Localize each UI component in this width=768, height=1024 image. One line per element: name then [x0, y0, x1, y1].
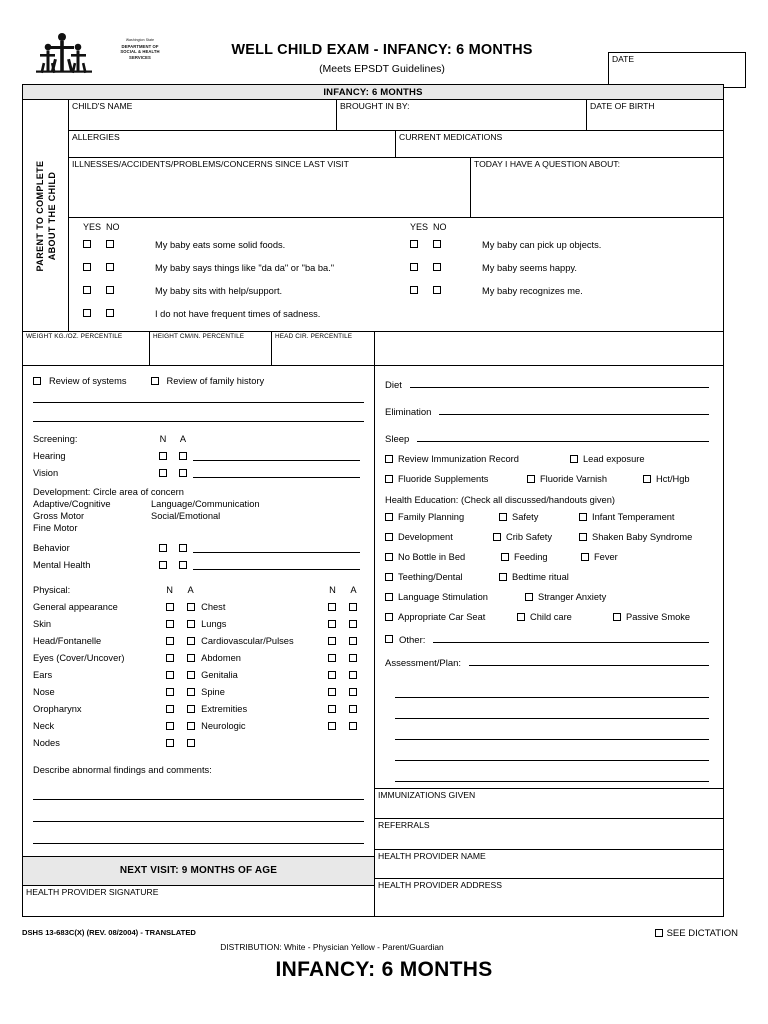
date-of-birth-field[interactable]	[587, 100, 723, 130]
health-provider-signature-field[interactable]	[23, 885, 374, 916]
other-checkbox[interactable]	[385, 635, 393, 643]
question-text: My baby sits with help/support.	[155, 285, 283, 296]
physical-a-header-right: A	[350, 584, 357, 595]
physical-a-checkbox[interactable]	[187, 722, 195, 730]
illnesses-label: ILLNESSES/ACCIDENTS/PROBLEMS/CONCERNS SINCE LAST VISIT	[72, 159, 349, 169]
other-label: Other:	[399, 635, 426, 646]
form-body	[22, 84, 724, 917]
physical-a-checkbox[interactable]	[349, 654, 357, 662]
see-dictation-option[interactable]	[655, 928, 738, 939]
physical-a-checkbox[interactable]	[187, 688, 195, 696]
question-text: My baby recognizes me.	[482, 285, 583, 296]
health-provider-name-field[interactable]	[375, 849, 723, 878]
behavior-table	[33, 539, 364, 573]
screening-a-header: A	[179, 433, 187, 444]
physical-a-checkbox[interactable]	[187, 637, 195, 645]
fluoride-varnish-checkbox[interactable]	[527, 475, 535, 483]
health-education-label: Language Stimulation	[398, 592, 488, 602]
fluoride-supplements-checkbox[interactable]	[385, 475, 393, 483]
brought-in-by-field[interactable]	[337, 100, 587, 130]
health-provider-signature-label: HEALTH PROVIDER SIGNATURE	[26, 887, 159, 897]
physical-n-checkbox[interactable]	[166, 722, 174, 730]
question-about-label: TODAY I HAVE A QUESTION ABOUT:	[474, 159, 620, 169]
behavior-a-checkbox[interactable]	[179, 544, 187, 552]
development-title: Development: Circle area of concern	[33, 487, 184, 497]
physical-a-checkbox[interactable]	[187, 620, 195, 628]
physical-n-checkbox[interactable]	[328, 603, 336, 611]
question-yes-checkbox[interactable]	[83, 286, 91, 294]
question-row	[69, 233, 396, 256]
lead-exposure-label: Lead exposure	[583, 454, 645, 464]
health-education-label: Shaken Baby Syndrome	[592, 532, 693, 542]
date-field[interactable]	[608, 52, 746, 88]
physical-item-label: Nose	[33, 686, 55, 697]
physical-item-label: Skin	[33, 618, 52, 629]
crib-safety-checkbox[interactable]	[493, 533, 501, 541]
brought-in-by-label: BROUGHT IN BY:	[340, 101, 410, 111]
referrals-label: REFERRALS	[378, 820, 430, 830]
question-no-checkbox[interactable]	[106, 309, 114, 317]
physical-a-checkbox[interactable]	[187, 671, 195, 679]
describe-findings-label: Describe abnormal findings and comments:	[33, 765, 212, 775]
physical-a-checkbox[interactable]	[187, 705, 195, 713]
physical-n-checkbox[interactable]	[166, 620, 174, 628]
review-of-family-history-checkbox[interactable]	[151, 377, 159, 385]
behavior-n-checkbox[interactable]	[159, 561, 167, 569]
development-area[interactable]: Language/Communication	[151, 499, 260, 509]
assessment-plan-line[interactable]	[395, 740, 709, 761]
question-text: My baby can pick up objects.	[482, 239, 602, 250]
current-medications-field[interactable]	[396, 131, 723, 157]
screening-n-checkbox[interactable]	[159, 469, 167, 477]
stranger-anxiety-checkbox[interactable]	[525, 593, 533, 601]
findings-line[interactable]	[33, 821, 364, 822]
behavior-a-checkbox[interactable]	[179, 561, 187, 569]
health-education-row	[375, 587, 723, 607]
review-immunization-record-checkbox[interactable]	[385, 455, 393, 463]
dshs-logo-wordmark	[110, 38, 170, 60]
diet-field[interactable]	[375, 378, 723, 391]
side-label-line1: PARENT TO COMPLETE	[34, 160, 45, 271]
review-of-systems-checkbox[interactable]	[33, 377, 41, 385]
health-education-label: Feeding	[514, 552, 548, 562]
logo-dept-line1: DEPARTMENT OF	[121, 43, 159, 49]
health-education-label: No Bottle in Bed	[398, 552, 466, 562]
next-visit-label: NEXT VISIT: 9 MONTHS OF AGE	[119, 865, 278, 876]
screening-row	[33, 447, 364, 464]
page-subtitle: (Meets EPSDT Guidelines)	[319, 63, 445, 75]
referrals-field[interactable]	[375, 818, 723, 849]
clinical-section	[23, 366, 723, 916]
development-education-checkbox[interactable]	[385, 533, 393, 541]
screening-a-checkbox[interactable]	[179, 469, 187, 477]
child-care-checkbox[interactable]	[517, 613, 525, 621]
physical-label: Physical:	[33, 584, 71, 595]
no-label-right: NO	[433, 222, 447, 232]
health-education-label: Development	[398, 532, 453, 542]
question-text: I do not have frequent times of sadness.	[155, 308, 321, 319]
lead-exposure-checkbox[interactable]	[570, 455, 578, 463]
behavior-row	[33, 539, 364, 556]
logo-dept-line3: SERVICES	[129, 54, 151, 60]
physical-exam-table	[33, 581, 364, 751]
passive-smoke-checkbox[interactable]	[613, 613, 621, 621]
date-of-birth-label: DATE OF BIRTH	[590, 101, 655, 111]
physical-n-checkbox[interactable]	[328, 722, 336, 730]
questionnaire-right-column	[396, 222, 723, 325]
question-row	[396, 279, 723, 302]
physical-item-label: Eyes (Cover/Uncover)	[33, 652, 125, 663]
screening-n-header: N	[159, 433, 167, 444]
elimination-field[interactable]	[375, 405, 723, 418]
health-education-label: Infant Temperament	[592, 512, 675, 522]
question-yes-checkbox[interactable]	[83, 240, 91, 248]
immunizations-given-field[interactable]	[375, 788, 723, 818]
physical-item-label: Ears	[33, 669, 53, 680]
question-row	[69, 302, 396, 325]
physical-a-checkbox[interactable]	[187, 603, 195, 611]
fluoride-supplements-label: Fluoride Supplements	[398, 474, 489, 484]
physical-a-checkbox[interactable]	[349, 688, 357, 696]
physical-item-label: Cardiovascular/Pulses	[201, 635, 294, 646]
physical-row	[33, 666, 364, 683]
next-visit-banner	[23, 856, 374, 885]
notes-line[interactable]	[33, 402, 364, 403]
physical-a-checkbox[interactable]	[349, 722, 357, 730]
screening-label: Screening:	[33, 433, 78, 444]
physical-item-label: Abdomen	[201, 652, 241, 663]
physical-n-header-left: N	[166, 584, 173, 595]
health-education-row	[375, 607, 723, 627]
see-dictation-label: SEE DICTATION	[666, 928, 738, 939]
question-yes-checkbox[interactable]	[410, 240, 418, 248]
physical-a-checkbox[interactable]	[187, 654, 195, 662]
hct-hgb-checkbox[interactable]	[643, 475, 651, 483]
physical-a-header-left: A	[187, 584, 194, 595]
screening-n-checkbox[interactable]	[159, 452, 167, 460]
assessment-plan-label: Assessment/Plan:	[385, 658, 462, 669]
question-no-checkbox[interactable]	[433, 263, 441, 271]
diet-label: Diet	[385, 380, 402, 391]
physical-row	[33, 700, 364, 717]
question-yes-checkbox[interactable]	[410, 263, 418, 271]
physical-n-header-right: N	[329, 584, 336, 595]
health-education-title: Health Education: (Check all discussed/handouts given)	[385, 495, 615, 505]
assessment-plan-line[interactable]	[395, 677, 709, 698]
measurements-row	[23, 332, 723, 366]
childs-name-field[interactable]	[69, 100, 337, 130]
development-area[interactable]: Gross Motor	[33, 511, 85, 521]
physical-item-label: Oropharynx	[33, 703, 82, 714]
form-code: DSHS 13-683C(X) (REV. 08/2004) - TRANSLATED	[22, 928, 196, 937]
physical-n-checkbox[interactable]	[328, 637, 336, 645]
childs-name-label: CHILD'S NAME	[72, 101, 133, 111]
health-education-label: Bedtime ritual	[512, 572, 569, 582]
physical-row	[33, 598, 364, 615]
physical-n-checkbox[interactable]	[328, 688, 336, 696]
question-row	[69, 279, 396, 302]
yes-label-right: YES	[410, 222, 429, 232]
behavior-notes-line[interactable]	[193, 559, 360, 570]
feeding-checkbox[interactable]	[501, 553, 509, 561]
behavior-item-label: Behavior	[33, 542, 70, 553]
health-education-label: Fever	[594, 552, 618, 562]
health-provider-name-label: HEALTH PROVIDER NAME	[378, 851, 486, 861]
head-circumference-label: HEAD CIR. PERCENTILE	[275, 333, 353, 340]
side-label-line2: ABOUT THE CHILD	[46, 171, 57, 260]
immunizations-given-label: IMMUNIZATIONS GIVEN	[378, 790, 476, 800]
development-area[interactable]: Adaptive/Cognitive	[33, 499, 111, 509]
health-education-label: Safety	[512, 512, 539, 522]
physical-item-label: Spine	[201, 686, 225, 697]
physical-item-label: General appearance	[33, 601, 118, 612]
screening-table	[33, 430, 364, 481]
assessment-plan-line[interactable]	[395, 698, 709, 719]
review-of-family-history-label: Review of family history	[166, 376, 265, 386]
screening-notes-line[interactable]	[193, 450, 360, 461]
physical-item-label: Extremities	[201, 703, 248, 714]
sleep-label: Sleep	[385, 434, 410, 445]
screening-a-checkbox[interactable]	[179, 452, 187, 460]
physical-item-label: Neck	[33, 720, 55, 731]
review-of-systems-label: Review of systems	[49, 376, 127, 386]
findings-line[interactable]	[33, 843, 364, 844]
weight-field[interactable]	[23, 332, 150, 365]
clinical-left-column	[23, 366, 375, 916]
height-field[interactable]	[150, 332, 272, 365]
physical-item-label: Chest	[201, 601, 226, 612]
question-row	[396, 256, 723, 279]
question-text: My baby says things like "da da" or "ba ba."	[155, 262, 335, 273]
physical-n-checkbox[interactable]	[328, 620, 336, 628]
question-row	[69, 256, 396, 279]
assessment-plan-field[interactable]	[375, 656, 723, 669]
health-education-row	[375, 567, 723, 587]
screening-row	[33, 464, 364, 481]
question-no-checkbox[interactable]	[106, 240, 114, 248]
physical-n-checkbox[interactable]	[166, 739, 174, 747]
parent-questionnaire	[69, 218, 723, 331]
other-field[interactable]	[375, 633, 723, 646]
dshs-logo	[32, 32, 162, 78]
band-title: INFANCY: 6 MONTHS	[23, 85, 723, 100]
screening-item-label: Vision	[33, 467, 59, 478]
physical-row	[33, 683, 364, 700]
health-education-row	[375, 547, 723, 567]
health-education-label: Stranger Anxiety	[538, 592, 607, 602]
physical-item-label: Head/Fontanelle	[33, 635, 102, 646]
questionnaire-left-column	[69, 222, 396, 325]
behavior-row	[33, 556, 364, 573]
elimination-input-line[interactable]	[439, 405, 709, 415]
behavior-notes-line[interactable]	[193, 542, 360, 553]
behavior-item-label: Mental Health	[33, 559, 91, 570]
physical-a-checkbox[interactable]	[187, 739, 195, 747]
assessment-plan-input-line[interactable]	[469, 656, 709, 666]
see-dictation-checkbox[interactable]	[655, 929, 663, 937]
physical-row	[33, 734, 364, 751]
physical-a-checkbox[interactable]	[349, 705, 357, 713]
health-education-label: Passive Smoke	[626, 612, 691, 622]
question-yes-checkbox[interactable]	[83, 309, 91, 317]
height-label: HEIGHT CM/IN. PERCENTILE	[153, 333, 245, 340]
appropriate-car-seat-checkbox[interactable]	[385, 613, 393, 621]
findings-line[interactable]	[33, 799, 364, 800]
physical-n-checkbox[interactable]	[328, 705, 336, 713]
fluoride-checkbox-row	[375, 469, 723, 489]
health-provider-address-label: HEALTH PROVIDER ADDRESS	[378, 880, 503, 890]
physical-row	[33, 649, 364, 666]
other-input-line[interactable]	[433, 633, 709, 643]
screening-notes-line[interactable]	[193, 467, 360, 478]
physical-n-checkbox[interactable]	[328, 654, 336, 662]
question-no-checkbox[interactable]	[433, 286, 441, 294]
physical-n-checkbox[interactable]	[166, 654, 174, 662]
physical-item-label: Lungs	[201, 618, 227, 629]
yes-label-left: YES	[83, 222, 102, 232]
current-medications-label: CURRENT MEDICATIONS	[399, 132, 503, 142]
hct-hgb-label: Hct/Hgb	[656, 474, 690, 484]
fluoride-varnish-label: Fluoride Varnish	[540, 474, 608, 484]
physical-n-checkbox[interactable]	[166, 603, 174, 611]
allergies-field[interactable]	[69, 131, 396, 157]
physical-a-checkbox[interactable]	[349, 620, 357, 628]
question-yes-checkbox[interactable]	[410, 286, 418, 294]
physical-n-checkbox[interactable]	[166, 705, 174, 713]
question-about-field[interactable]	[471, 158, 723, 217]
elimination-label: Elimination	[385, 407, 432, 418]
health-education-row	[375, 507, 723, 527]
physical-a-checkbox[interactable]	[349, 637, 357, 645]
diet-input-line[interactable]	[410, 378, 709, 388]
distribution-note: DISTRIBUTION: White - Physician Yellow - Parent/Guardian	[220, 942, 444, 952]
question-no-checkbox[interactable]	[106, 263, 114, 271]
physical-a-checkbox[interactable]	[349, 603, 357, 611]
language-stimulation-checkbox[interactable]	[385, 593, 393, 601]
physical-item-label: Neurologic	[201, 720, 246, 731]
clinical-right-column	[375, 366, 723, 916]
physical-n-checkbox[interactable]	[166, 637, 174, 645]
health-education-label: Child care	[530, 612, 572, 622]
sleep-field[interactable]	[375, 432, 723, 445]
sleep-input-line[interactable]	[417, 432, 709, 442]
question-row	[396, 233, 723, 256]
fever-checkbox[interactable]	[581, 553, 589, 561]
parent-section	[23, 100, 723, 332]
physical-n-checkbox[interactable]	[166, 688, 174, 696]
question-no-checkbox[interactable]	[433, 240, 441, 248]
health-education-label: Appropriate Car Seat	[398, 612, 486, 622]
date-label: DATE	[612, 54, 635, 64]
development-area[interactable]: Social/Emotional	[151, 511, 221, 521]
illnesses-field[interactable]	[69, 158, 471, 217]
shaken-baby-syndrome-checkbox[interactable]	[579, 533, 587, 541]
yes-no-header-right	[396, 222, 723, 232]
bottom-title: INFANCY: 6 MONTHS	[275, 958, 493, 981]
development-area[interactable]: Fine Motor	[33, 523, 78, 533]
question-text: My baby eats some solid foods.	[155, 239, 286, 250]
infant-temperament-checkbox[interactable]	[579, 513, 587, 521]
physical-n-checkbox[interactable]	[328, 671, 336, 679]
physical-a-checkbox[interactable]	[349, 671, 357, 679]
measurements-spacer	[375, 332, 723, 365]
no-label-left: NO	[106, 222, 120, 232]
health-education-label: Family Planning	[398, 512, 465, 522]
behavior-n-checkbox[interactable]	[159, 544, 167, 552]
parent-section-side-label	[23, 100, 69, 331]
bedtime-ritual-checkbox[interactable]	[499, 573, 507, 581]
logo-agency-text: Washington State	[125, 38, 155, 42]
physical-n-checkbox[interactable]	[166, 671, 174, 679]
question-no-checkbox[interactable]	[106, 286, 114, 294]
teething-dental-checkbox[interactable]	[385, 573, 393, 581]
safety-checkbox[interactable]	[499, 513, 507, 521]
form-header	[22, 30, 746, 88]
assessment-plan-line[interactable]	[395, 761, 709, 782]
health-education-label: Teething/Dental	[398, 572, 463, 582]
question-text: My baby seems happy.	[482, 262, 577, 273]
no-bottle-in-bed-checkbox[interactable]	[385, 553, 393, 561]
physical-row	[33, 717, 364, 734]
immunization-checkbox-row	[375, 449, 723, 469]
physical-row	[33, 632, 364, 649]
page-title: WELL CHILD EXAM - INFANCY: 6 MONTHS	[231, 42, 533, 58]
physical-item-label: Genitalia	[201, 669, 238, 680]
yes-no-header-left	[69, 222, 396, 232]
assessment-plan-line[interactable]	[395, 719, 709, 740]
health-education-row	[375, 527, 723, 547]
logo-dept-line2: SOCIAL & HEALTH	[120, 49, 160, 55]
family-planning-checkbox[interactable]	[385, 513, 393, 521]
question-yes-checkbox[interactable]	[83, 263, 91, 271]
physical-row	[33, 615, 364, 632]
health-education-label: Crib Safety	[506, 532, 552, 542]
head-circumference-field[interactable]	[272, 332, 375, 365]
review-immunization-record-label: Review Immunization Record	[398, 454, 519, 464]
physical-item-label: Nodes	[33, 737, 60, 748]
weight-label: WEIGHT KG./OZ. PERCENTILE	[26, 333, 123, 340]
health-provider-address-field[interactable]	[375, 878, 723, 909]
screening-item-label: Hearing	[33, 450, 66, 461]
allergies-label: ALLERGIES	[72, 132, 120, 142]
